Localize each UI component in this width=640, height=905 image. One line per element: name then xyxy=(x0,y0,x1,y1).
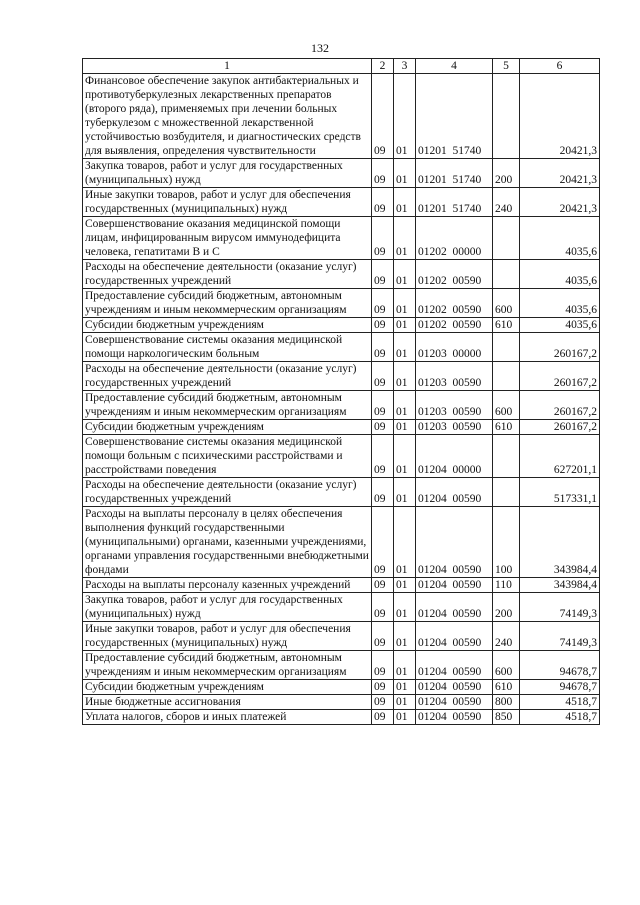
expense-name: Уплата налогов, сборов и иных платежей xyxy=(83,710,372,725)
table-row xyxy=(83,188,600,217)
subsection-code: 01 xyxy=(394,593,416,622)
amount: 94678,7 xyxy=(520,680,600,695)
expense-name: Расходы на выплаты персоналу казенных учреждений xyxy=(83,578,372,593)
header-cell: 2 xyxy=(372,59,394,74)
subsection-code: 01 xyxy=(394,260,416,289)
table-row xyxy=(83,695,600,710)
target-article-code: 01201 51740 xyxy=(416,188,493,217)
table-row xyxy=(83,289,600,318)
section-code: 09 xyxy=(372,680,394,695)
header-cell: 6 xyxy=(520,59,600,74)
expense-name: Иные закупки товаров, работ и услуг для обеспечения государственных (муниципальных) нужд xyxy=(83,188,372,217)
target-article-code: 01201 51740 xyxy=(416,74,493,159)
subsection-code: 01 xyxy=(394,333,416,362)
amount: 20421,3 xyxy=(520,74,600,159)
table-row xyxy=(83,622,600,651)
expense-type-code xyxy=(493,260,520,289)
section-code: 09 xyxy=(372,333,394,362)
table-row xyxy=(83,507,600,578)
expense-type-code: 800 xyxy=(493,695,520,710)
expense-name: Закупка товаров, работ и услуг для государственных (муниципальных) нужд xyxy=(83,593,372,622)
section-code: 09 xyxy=(372,217,394,260)
section-code: 09 xyxy=(372,578,394,593)
target-article-code: 01203 00000 xyxy=(416,333,493,362)
expense-name: Финансовое обеспечение закупок антибактериальных и противотуберкулезных лекарственных препаратов (второго ряда), применяемых при лечении больных туберкулезом с множественной лекарственной устойчивостью возбудителя, и диагностических средств для выявления, определения чувствительности xyxy=(83,74,372,159)
target-article-code: 01204 00000 xyxy=(416,435,493,478)
amount: 4035,6 xyxy=(520,318,600,333)
amount: 627201,1 xyxy=(520,435,600,478)
expense-type-code xyxy=(493,362,520,391)
subsection-code: 01 xyxy=(394,695,416,710)
amount: 260167,2 xyxy=(520,333,600,362)
subsection-code: 01 xyxy=(394,74,416,159)
subsection-code: 01 xyxy=(394,362,416,391)
amount: 94678,7 xyxy=(520,651,600,680)
expense-type-code: 240 xyxy=(493,188,520,217)
amount: 343984,4 xyxy=(520,507,600,578)
section-code: 09 xyxy=(372,695,394,710)
expense-type-code xyxy=(493,217,520,260)
expense-name: Иные закупки товаров, работ и услуг для обеспечения государственных (муниципальных) нужд xyxy=(83,622,372,651)
expense-name: Предоставление субсидий бюджетным, автономным учреждениям и иным некоммерческим организациям xyxy=(83,391,372,420)
target-article-code: 01204 00590 xyxy=(416,680,493,695)
expense-name: Субсидии бюджетным учреждениям xyxy=(83,420,372,435)
expense-type-code: 600 xyxy=(493,391,520,420)
table-row xyxy=(83,593,600,622)
expense-name: Субсидии бюджетным учреждениям xyxy=(83,680,372,695)
table-row xyxy=(83,159,600,188)
subsection-code: 01 xyxy=(394,710,416,725)
section-code: 09 xyxy=(372,159,394,188)
target-article-code: 01204 00590 xyxy=(416,710,493,725)
section-code: 09 xyxy=(372,318,394,333)
target-article-code: 01204 00590 xyxy=(416,507,493,578)
table-row xyxy=(83,680,600,695)
target-article-code: 01201 51740 xyxy=(416,159,493,188)
expense-name: Расходы на обеспечение деятельности (оказание услуг) государственных учреждений xyxy=(83,260,372,289)
expense-name: Субсидии бюджетным учреждениям xyxy=(83,318,372,333)
subsection-code: 01 xyxy=(394,578,416,593)
target-article-code: 01203 00590 xyxy=(416,362,493,391)
expense-type-code: 240 xyxy=(493,622,520,651)
subsection-code: 01 xyxy=(394,188,416,217)
expense-name: Предоставление субсидий бюджетным, автономным учреждениям и иным некоммерческим организациям xyxy=(83,651,372,680)
expense-type-code: 850 xyxy=(493,710,520,725)
section-code: 09 xyxy=(372,188,394,217)
expense-type-code: 610 xyxy=(493,318,520,333)
target-article-code: 01202 00590 xyxy=(416,260,493,289)
target-article-code: 01204 00590 xyxy=(416,651,493,680)
subsection-code: 01 xyxy=(394,622,416,651)
table-row xyxy=(83,333,600,362)
expense-name: Совершенствование системы оказания медицинской помощи больным с психическими расстройствами и расстройствами поведения xyxy=(83,435,372,478)
amount: 74149,3 xyxy=(520,593,600,622)
table-row xyxy=(83,435,600,478)
budget-table xyxy=(82,58,600,725)
expense-type-code xyxy=(493,333,520,362)
section-code: 09 xyxy=(372,362,394,391)
table-row xyxy=(83,578,600,593)
subsection-code: 01 xyxy=(394,318,416,333)
amount: 260167,2 xyxy=(520,420,600,435)
expense-type-code: 200 xyxy=(493,593,520,622)
header-cell: 5 xyxy=(493,59,520,74)
header-cell: 1 xyxy=(83,59,372,74)
expense-name: Совершенствование системы оказания медицинской помощи наркологическим больным xyxy=(83,333,372,362)
expense-name: Расходы на обеспечение деятельности (оказание услуг) государственных учреждений xyxy=(83,478,372,507)
header-cell: 4 xyxy=(416,59,493,74)
section-code: 09 xyxy=(372,651,394,680)
table-row xyxy=(83,710,600,725)
amount: 4035,6 xyxy=(520,260,600,289)
section-code: 09 xyxy=(372,478,394,507)
table-row xyxy=(83,362,600,391)
expense-type-code: 600 xyxy=(493,651,520,680)
expense-type-code: 610 xyxy=(493,420,520,435)
amount: 343984,4 xyxy=(520,578,600,593)
amount: 260167,2 xyxy=(520,391,600,420)
target-article-code: 01204 00590 xyxy=(416,622,493,651)
subsection-code: 01 xyxy=(394,420,416,435)
expense-type-code xyxy=(493,435,520,478)
amount: 4035,6 xyxy=(520,217,600,260)
subsection-code: 01 xyxy=(394,651,416,680)
table-row xyxy=(83,74,600,159)
subsection-code: 01 xyxy=(394,217,416,260)
page-number: 132 xyxy=(311,41,329,55)
expense-name: Расходы на обеспечение деятельности (оказание услуг) государственных учреждений xyxy=(83,362,372,391)
target-article-code: 01202 00590 xyxy=(416,318,493,333)
section-code: 09 xyxy=(372,507,394,578)
expense-name: Иные бюджетные ассигнования xyxy=(83,695,372,710)
amount: 4035,6 xyxy=(520,289,600,318)
section-code: 09 xyxy=(372,391,394,420)
expense-type-code xyxy=(493,478,520,507)
table-row xyxy=(83,318,600,333)
target-article-code: 01204 00590 xyxy=(416,478,493,507)
expense-name: Совершенствование оказания медицинской помощи лицам, инфицированным вирусом иммунодефицита человека, гепатитами В и С xyxy=(83,217,372,260)
target-article-code: 01203 00590 xyxy=(416,420,493,435)
subsection-code: 01 xyxy=(394,680,416,695)
header-row xyxy=(83,59,600,74)
amount: 74149,3 xyxy=(520,622,600,651)
subsection-code: 01 xyxy=(394,507,416,578)
amount: 4518,7 xyxy=(520,695,600,710)
amount: 4518,7 xyxy=(520,710,600,725)
section-code: 09 xyxy=(372,593,394,622)
expense-name: Расходы на выплаты персоналу в целях обеспечения выполнения функций государственными (муниципальными) органами, казенными учреждениями, органами управления государственными внебюджетными фондами xyxy=(83,507,372,578)
amount: 260167,2 xyxy=(520,362,600,391)
section-code: 09 xyxy=(372,710,394,725)
target-article-code: 01204 00590 xyxy=(416,695,493,710)
section-code: 09 xyxy=(372,260,394,289)
section-code: 09 xyxy=(372,622,394,651)
target-article-code: 01202 00000 xyxy=(416,217,493,260)
expense-type-code: 200 xyxy=(493,159,520,188)
table-row xyxy=(83,217,600,260)
table-row xyxy=(83,651,600,680)
section-code: 09 xyxy=(372,289,394,318)
subsection-code: 01 xyxy=(394,159,416,188)
table-row xyxy=(83,391,600,420)
amount: 20421,3 xyxy=(520,188,600,217)
expense-type-code: 610 xyxy=(493,680,520,695)
table-row xyxy=(83,420,600,435)
subsection-code: 01 xyxy=(394,435,416,478)
target-article-code: 01202 00590 xyxy=(416,289,493,318)
subsection-code: 01 xyxy=(394,478,416,507)
table-row xyxy=(83,478,600,507)
subsection-code: 01 xyxy=(394,289,416,318)
amount: 20421,3 xyxy=(520,159,600,188)
target-article-code: 01204 00590 xyxy=(416,593,493,622)
expense-type-code: 110 xyxy=(493,578,520,593)
expense-type-code: 100 xyxy=(493,507,520,578)
amount: 517331,1 xyxy=(520,478,600,507)
subsection-code: 01 xyxy=(394,391,416,420)
table-row xyxy=(83,260,600,289)
target-article-code: 01203 00590 xyxy=(416,391,493,420)
expense-type-code: 600 xyxy=(493,289,520,318)
expense-name: Предоставление субсидий бюджетным, автономным учреждениям и иным некоммерческим организациям xyxy=(83,289,372,318)
expense-name: Закупка товаров, работ и услуг для государственных (муниципальных) нужд xyxy=(83,159,372,188)
target-article-code: 01204 00590 xyxy=(416,578,493,593)
expense-type-code xyxy=(493,74,520,159)
section-code: 09 xyxy=(372,435,394,478)
section-code: 09 xyxy=(372,420,394,435)
section-code: 09 xyxy=(372,74,394,159)
header-cell: 3 xyxy=(394,59,416,74)
